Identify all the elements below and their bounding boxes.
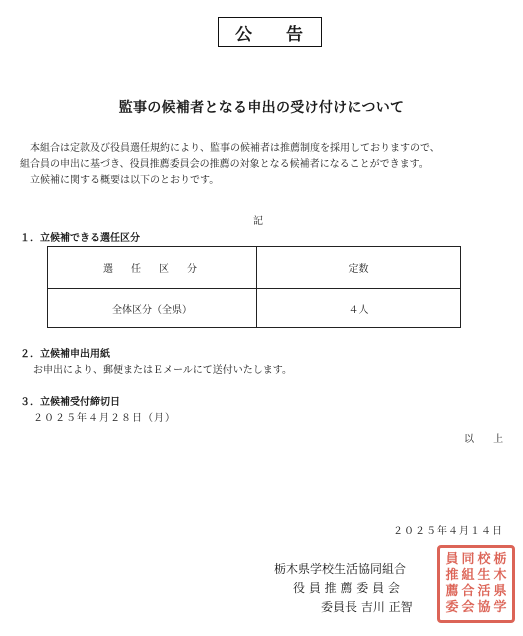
seal-glyph: 組 bbox=[461, 568, 475, 583]
notice-label: 公 告 bbox=[218, 17, 322, 47]
seal-glyph: 生 bbox=[477, 568, 491, 583]
section-2-text: お申出により、郵便またはＥメールにて送付いたします。 bbox=[33, 365, 292, 376]
seal-glyph: 員 bbox=[445, 552, 459, 567]
seal-glyph: 同 bbox=[461, 552, 475, 567]
table-cell-district: 全体区分（全県） bbox=[48, 289, 257, 328]
seal-glyph: 県 bbox=[493, 584, 507, 599]
table-cell-quota: ４人 bbox=[257, 289, 461, 328]
seal-glyph: 委 bbox=[445, 600, 459, 615]
ki-mark: 記 bbox=[253, 216, 263, 227]
seal-glyph: 推 bbox=[445, 568, 459, 583]
seal-glyph: 協 bbox=[477, 600, 491, 615]
seal-glyph: 学 bbox=[493, 600, 507, 615]
closing-mark: 以 上 bbox=[464, 434, 512, 445]
section-1-heading: １．立候補できる選任区分 bbox=[20, 233, 140, 244]
seal-glyphs bbox=[444, 552, 508, 616]
signature-org: 栃木県学校生活協同組合 bbox=[274, 562, 407, 576]
seal-glyph: 会 bbox=[461, 600, 475, 615]
seal-glyph: 栃 bbox=[493, 552, 507, 567]
intro-line-2: 組合員の申出に基づき、役員推薦委員会の推薦の対象となる候補者になることができます。 bbox=[20, 159, 429, 170]
issue-date: ２０２５年４月１４日 bbox=[393, 526, 503, 537]
table-header-quota: 定数 bbox=[257, 247, 461, 289]
seal-glyph: 活 bbox=[477, 584, 491, 599]
section-3-heading: ３．立候補受付締切日 bbox=[20, 397, 120, 408]
district-table bbox=[47, 246, 461, 328]
seal-glyph: 合 bbox=[461, 584, 475, 599]
intro-line-1: 本組合は定款及び役員選任規約により、監事の候補者は推薦制度を採用しておりますので、 bbox=[30, 143, 440, 154]
official-seal-icon bbox=[437, 545, 515, 623]
section-2-heading: ２．立候補申出用紙 bbox=[20, 349, 110, 360]
seal-glyph: 薦 bbox=[445, 584, 459, 599]
table-header-district: 選 任 区 分 bbox=[48, 247, 257, 289]
section-3-text: ２０２５年４月２８日（月） bbox=[33, 413, 176, 424]
intro-line-3: 立候補に関する概要は以下のとおりです。 bbox=[30, 175, 220, 186]
seal-glyph: 校 bbox=[477, 552, 491, 567]
signature-chair: 委員長 吉川 正智 bbox=[321, 600, 413, 614]
seal-glyph: 木 bbox=[493, 568, 507, 583]
signature-committee: 役 員 推 薦 委 員 会 bbox=[293, 581, 400, 595]
table-row bbox=[48, 289, 461, 328]
page-title: 監事の候補者となる申出の受け付けについて bbox=[118, 100, 405, 116]
table-header-row bbox=[48, 247, 461, 289]
